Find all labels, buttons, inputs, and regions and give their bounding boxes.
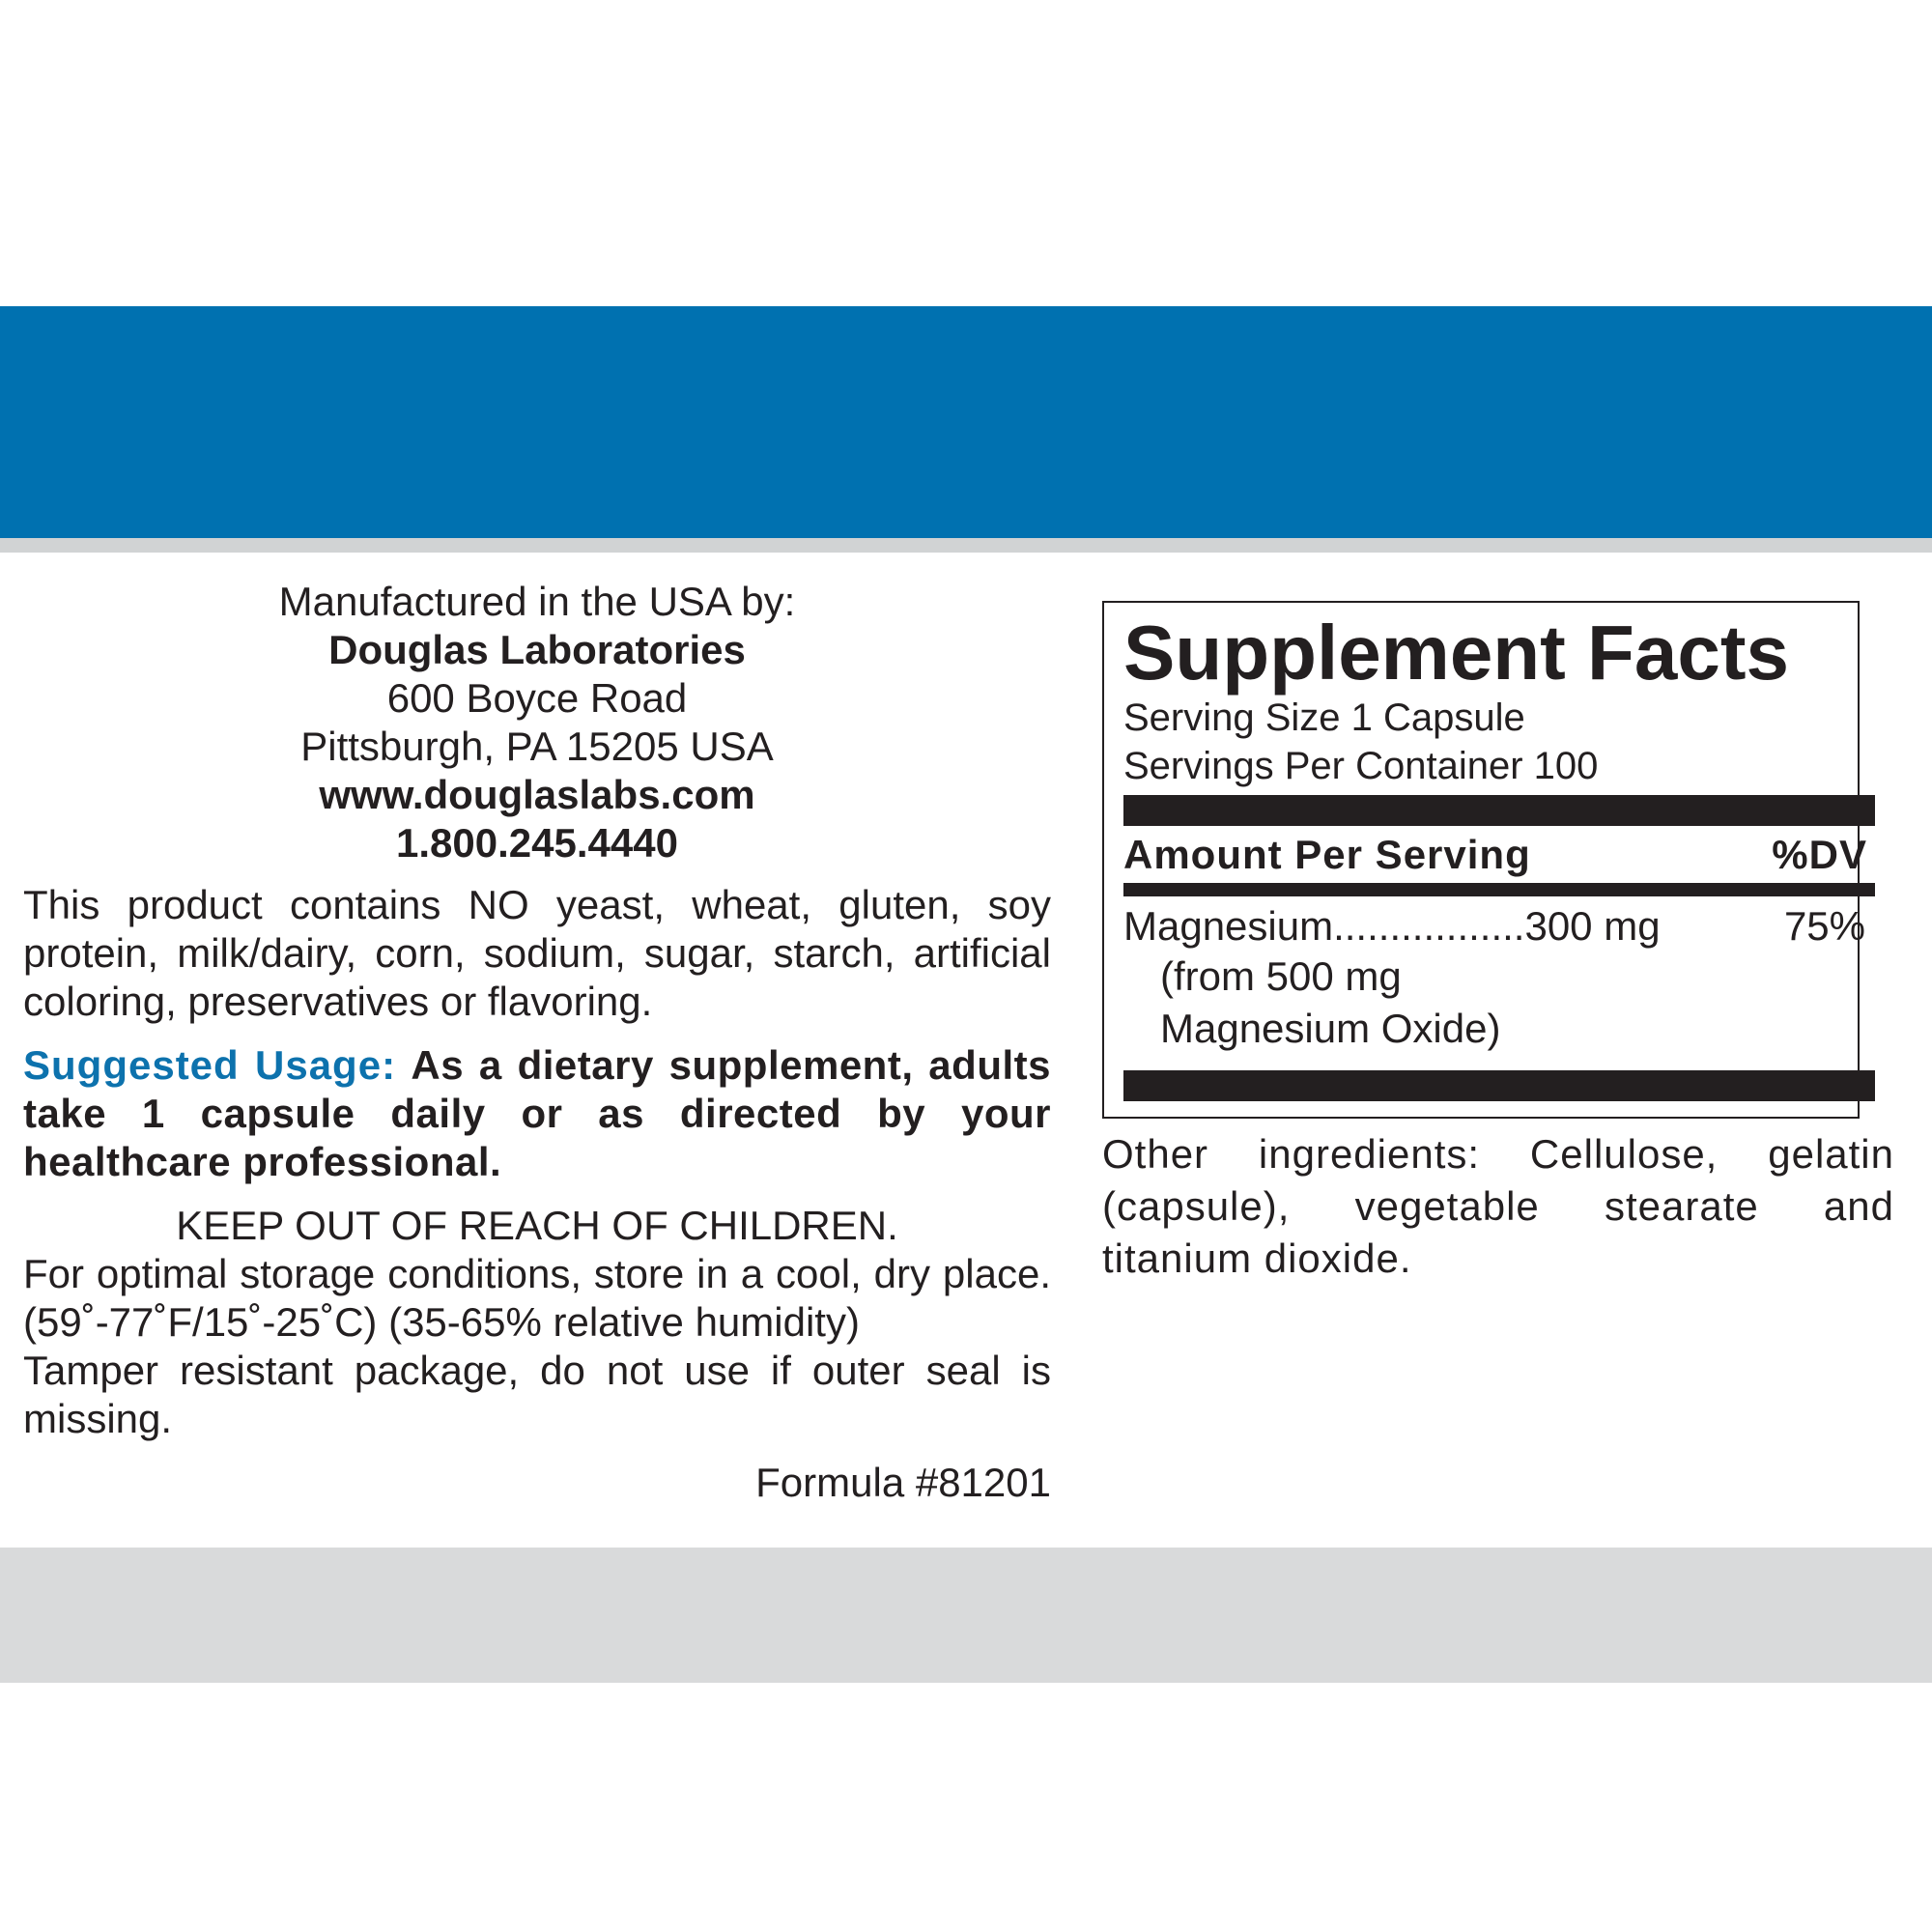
other-ingredients: Other ingredients: Cellulose, gelatin (capsule), vegetable stearate and titanium dioxide. bbox=[1102, 1131, 1894, 1281]
serving-size: Serving Size 1 Capsule bbox=[1123, 696, 1525, 739]
facts-title: Supplement Facts bbox=[1123, 610, 1790, 696]
manufacturer-block bbox=[23, 578, 1051, 867]
amount-per-serving-label: Amount Per Serving bbox=[1123, 832, 1531, 877]
suggested-usage bbox=[23, 1041, 1051, 1186]
bottom-gray-band bbox=[0, 1548, 1932, 1683]
phone-number: 1.800.245.4440 bbox=[396, 820, 678, 866]
website: www.douglaslabs.com bbox=[319, 772, 755, 817]
nutrient-source bbox=[1160, 951, 1500, 1055]
facts-divider-bottom bbox=[1123, 1070, 1875, 1101]
address-line-1: 600 Boyce Road bbox=[386, 675, 688, 721]
keep-out-warning: KEEP OUT OF REACH OF CHILDREN. bbox=[176, 1203, 898, 1248]
allergen-statement: This product contains NO yeast, wheat, gluten, soy protein, milk/dairy, corn, sodium, sugar, starch, artificial coloring, preservatives or flavoring. bbox=[23, 882, 1051, 1024]
nutrient-source-line-2: Magnesium Oxide) bbox=[1160, 1006, 1501, 1051]
nutrient-dv: 75% bbox=[1783, 903, 1865, 949]
usage-label: Suggested Usage: bbox=[23, 1042, 397, 1088]
top-color-band bbox=[0, 306, 1932, 538]
facts-header-block bbox=[1123, 603, 1875, 790]
servings-per-container: Servings Per Container 100 bbox=[1123, 745, 1599, 787]
storage-instructions: For optimal storage conditions, store in a cool, dry place. (59˚-77˚F/15˚-25˚C) (35-65% relative humidity) bbox=[23, 1251, 1051, 1345]
usage-text: As a dietary supplement, adults take 1 capsule daily or as directed by your healthcare professional. bbox=[23, 1042, 1051, 1184]
left-column bbox=[23, 578, 1051, 1507]
nutrient-amount: Magnesium.................300 mg bbox=[1123, 903, 1661, 949]
facts-divider-thick bbox=[1123, 795, 1875, 826]
band-separator bbox=[0, 538, 1932, 553]
manufacturer-name: Douglas Laboratories bbox=[328, 627, 746, 672]
nutrient-row bbox=[1123, 900, 1875, 952]
formula-number: Formula #81201 bbox=[755, 1460, 1051, 1505]
amount-header-row bbox=[1123, 831, 1875, 879]
tamper-notice: Tamper resistant package, do not use if outer seal is missing. bbox=[23, 1348, 1051, 1441]
dv-header: %DV bbox=[1772, 832, 1867, 877]
facts-divider-medium bbox=[1123, 883, 1875, 896]
nutrient-source-line-1: (from 500 mg bbox=[1160, 953, 1402, 999]
supplement-facts-panel bbox=[1102, 601, 1867, 1119]
address-line-2: Pittsburgh, PA 15205 USA bbox=[300, 724, 774, 769]
manufacturer-intro: Manufactured in the USA by: bbox=[278, 579, 796, 624]
